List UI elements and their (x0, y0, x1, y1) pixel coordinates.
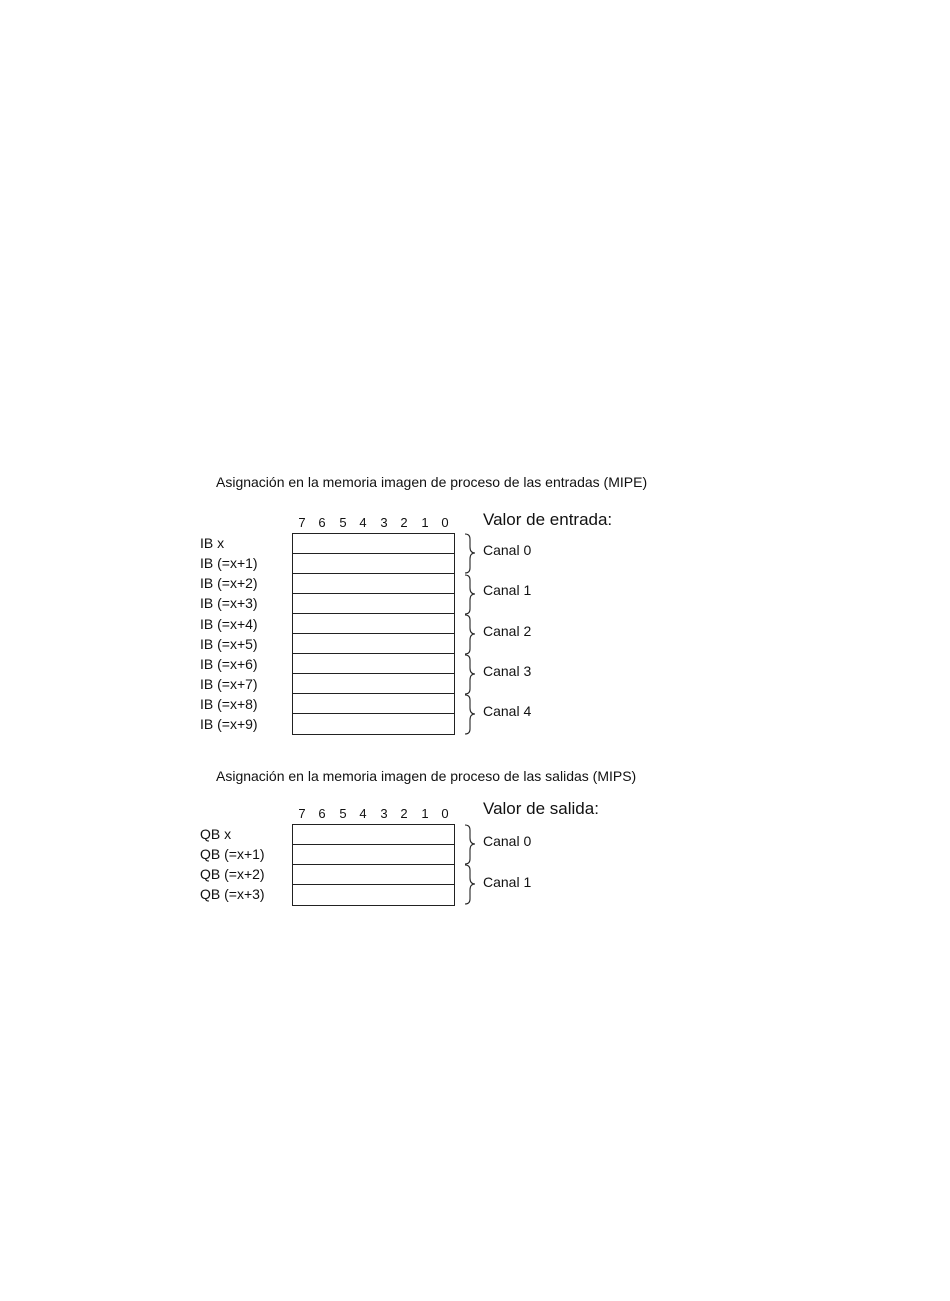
input-bit-6: 6 (318, 515, 326, 530)
output-channel-label: Canal 0 (483, 833, 532, 849)
input-section-title: Asignación en la memoria imagen de proceso de las entradas (MIPE) (216, 474, 648, 490)
output-bit-5: 5 (339, 806, 347, 821)
input-bit-7: 7 (298, 515, 306, 530)
output-row-label: QB (=x+1) (200, 846, 265, 862)
output-brace-0 (465, 825, 475, 864)
input-channel-label: Canal 2 (483, 623, 532, 639)
output-bit-7: 7 (298, 806, 306, 821)
input-row-label: IB (=x+6) (200, 656, 258, 672)
input-channel-label: Canal 0 (483, 542, 532, 558)
output-row-label: QB (=x+3) (200, 886, 265, 902)
output-bit-1: 1 (421, 806, 429, 821)
input-brace-2 (465, 615, 475, 654)
input-bit-2: 2 (400, 515, 408, 530)
input-channel-label: Canal 1 (483, 582, 532, 598)
output-bit-3: 3 (380, 806, 388, 821)
input-channel-label: Canal 4 (483, 703, 532, 719)
output-bit-0: 0 (441, 806, 449, 821)
input-brace-0 (465, 534, 475, 573)
input-row-label: IB (=x+1) (200, 555, 258, 571)
output-bit-4: 4 (359, 806, 367, 821)
input-brace-3 (465, 655, 475, 694)
input-bit-5: 5 (339, 515, 347, 530)
output-row-label: QB x (200, 826, 232, 842)
output-brace-1 (465, 865, 475, 904)
input-bit-0: 0 (441, 515, 449, 530)
output-value-header: Valor de salida: (483, 799, 599, 818)
output-bit-2: 2 (400, 806, 408, 821)
input-row-label: IB (=x+9) (200, 716, 258, 732)
input-brace-1 (465, 575, 475, 614)
output-row-label: QB (=x+2) (200, 866, 265, 882)
input-row-label: IB (=x+2) (200, 575, 258, 591)
input-row-label: IB (=x+8) (200, 696, 258, 712)
output-section-title: Asignación en la memoria imagen de proceso de las salidas (MIPS) (216, 768, 637, 784)
input-channel-label: Canal 3 (483, 663, 532, 679)
input-row-label: IB (=x+7) (200, 676, 258, 692)
output-channel-label: Canal 1 (483, 874, 532, 890)
input-row-label: IB (=x+4) (200, 616, 258, 632)
input-row-label: IB x (200, 535, 225, 551)
input-value-header: Valor de entrada: (483, 510, 613, 529)
input-row-label: IB (=x+5) (200, 636, 258, 652)
input-brace-4 (465, 695, 475, 734)
input-bit-3: 3 (380, 515, 388, 530)
output-bit-6: 6 (318, 806, 326, 821)
input-bit-4: 4 (359, 515, 367, 530)
input-bit-1: 1 (421, 515, 429, 530)
input-row-label: IB (=x+3) (200, 595, 258, 611)
